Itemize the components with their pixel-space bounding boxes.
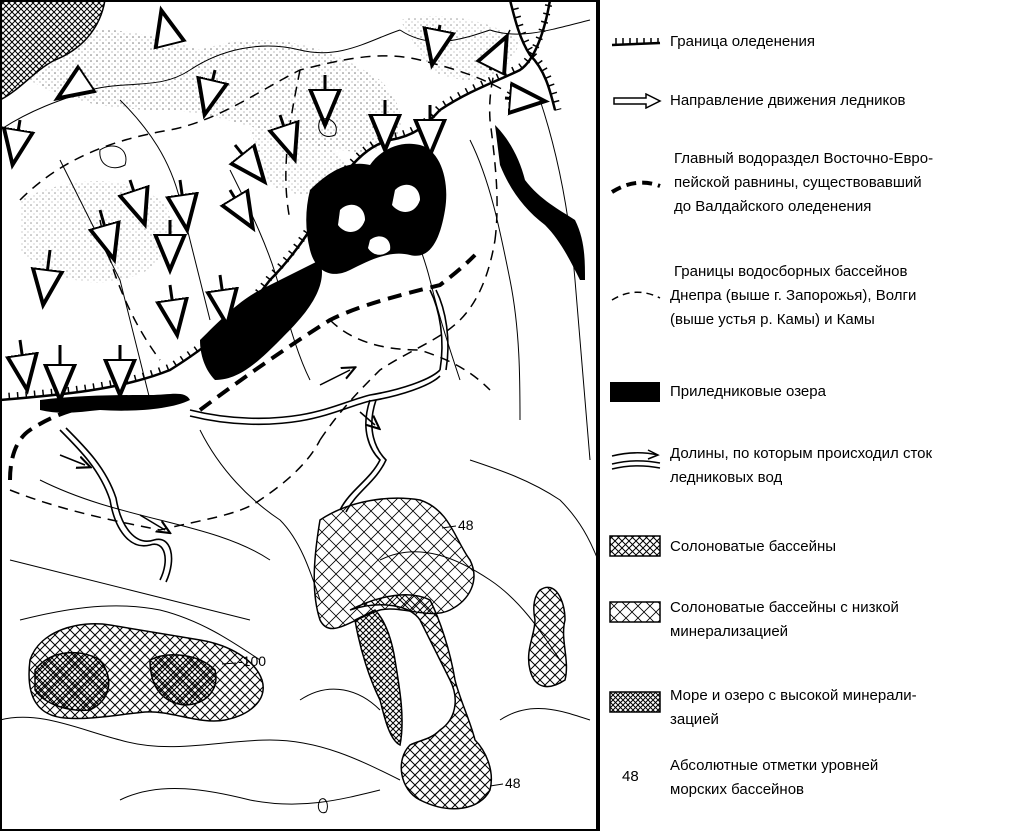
legend-basin-boundaries-label: Границы водосборных бассейнов Днепра (выше г. Запорожья), Волги (выше устья р. Камы) и Камы: [670, 263, 917, 328]
legend-glaciation-boundary-label: Граница оледенения: [670, 33, 816, 50]
legend-basin-boundaries-symbol: [608, 286, 664, 306]
legend-abs-marks-label: Абсолютные отметки уровней морских бассейнов: [670, 757, 879, 798]
legend: [598, 0, 1016, 831]
legend-sea-high-symbol: [608, 690, 664, 714]
level-label-north: 48: [458, 517, 474, 533]
legend-glaciation-boundary-symbol: [608, 34, 664, 50]
legend-watershed-symbol: [608, 176, 664, 196]
level-label-west: -100: [238, 653, 267, 669]
legend-glacier-direction-symbol: [608, 93, 664, 109]
legend-brackish-low-label: Солоноватые бассейны с низкой минерализацией: [670, 599, 899, 640]
legend-brackish-label: Солоноватые бассейны: [670, 538, 837, 555]
legend-glacier-direction-label: Направление движения ледников: [670, 92, 906, 109]
legend-proglacial-lakes-symbol: [608, 380, 664, 404]
legend-watershed-label: Главный водораздел Восточно-Евро- пейской равнины, существовавший до Валдайского оледенения: [674, 150, 934, 215]
legend-sea-high-label: Море и озеро с высокой минерали- зацией: [670, 687, 917, 728]
legend-brackish-low-symbol: [608, 600, 664, 624]
legend-meltwater-valleys-label: Долины, по которым происходил сток ледниковых вод: [670, 445, 933, 486]
legend-brackish-symbol: [608, 534, 664, 558]
legend-proglacial-lakes-label: Приледниковые озера: [670, 383, 826, 400]
legend-abs-marks-symbol: 48: [622, 768, 639, 785]
legend-meltwater-valleys-symbol: [608, 446, 664, 474]
level-label-south: 48: [505, 775, 521, 791]
